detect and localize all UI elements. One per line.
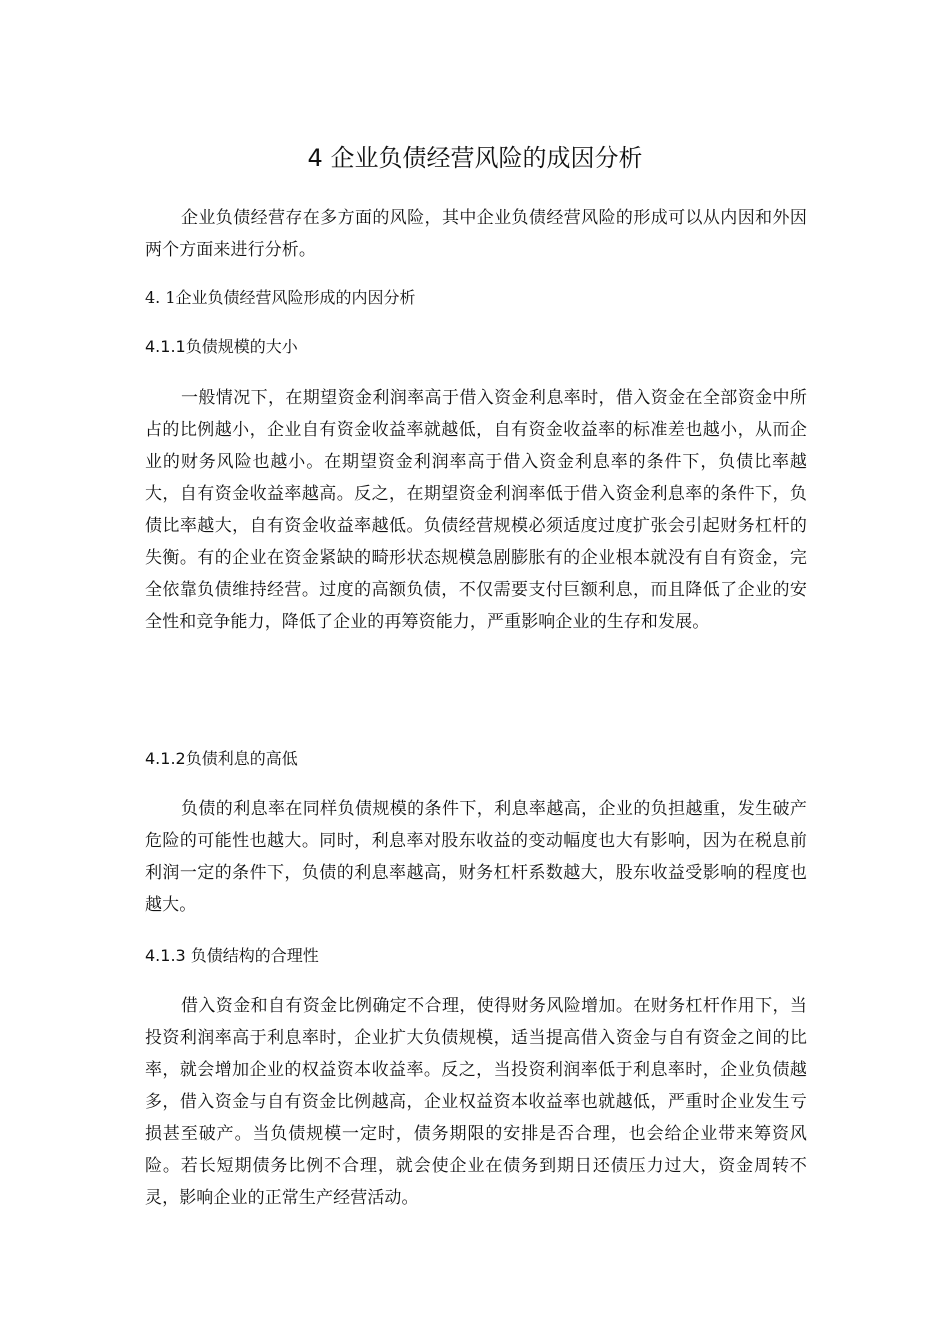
section-heading-4-1-3: 4.1.3 负债结构的合理性 (145, 946, 319, 965)
section-4-1-2-paragraph: 负债的利息率在同样负债规模的条件下，利息率越高，企业的负担越重，发生破产危险的可能性也越大。同时，利息率对股东收益的变动幅度也大有影响，因为在税息前利润一定的条件下，负债的利息率越高，财务杠杆系数越大，股东收益受影响的程度也越大。 (145, 799, 807, 915)
page-title: 4 企业负债经营风险的成因分析 (307, 144, 643, 172)
section-4-1-1-paragraph: 一般情况下，在期望资金利润率高于借入资金利息率时，借入资金在全部资金中所占的比例越小，企业自有资金收益率就越低，自有资金收益率的标准差也越小，从而企业的财务风险也越小。在期望资金利润率高于借入资金利息率的条件下，负债比率越大，自有资金收益率越高。反之，在期望资金利润率低于借入资金利息率的条件下，负债比率越大，自有资金收益率越低。负债经营规模必须适度过度扩张会引起财务杠杆的失衡。有的企业在资金紧缺的畸形状态规模急剧膨胀有的企业根本就没有自有资金，完全依靠负债维持经营。过度的高额负债，不仅需要支付巨额利息，而且降低了企业的安全性和竞争能力，降低了企业的再筹资能力，严重影响企业的生存和发展。 (145, 388, 807, 632)
section-4-1-3-paragraph: 借入资金和自有资金比例确定不合理，使得财务风险增加。在财务杠杆作用下，当投资利润率高于利息率时，企业扩大负债规模，适当提高借入资金与自有资金之间的比率，就会增加企业的权益资本收益率。反之，当投资利润率低于利息率时，企业负债越多，借入资金与自有资金比例越高，企业权益资本收益率也就越低，严重时企业发生亏损甚至破产。当负债规模一定时，债务期限的安排是否合理，也会给企业带来筹资风险。若长短期债务比例不合理，就会使企业在债务到期日还债压力过大，资金周转不灵，影响企业的正常生产经营活动。 (145, 996, 807, 1208)
intro-paragraph: 企业负债经营存在多方面的风险，其中企业负债经营风险的形成可以从内因和外因两个方面来进行分析。 (145, 208, 807, 260)
section-heading-4-1-2: 4.1.2负债利息的高低 (145, 749, 298, 768)
section-heading-4-1-1: 4.1.1负债规模的大小 (145, 337, 298, 356)
section-heading-4-1: 4. 1企业负债经营风险形成的内因分析 (145, 288, 416, 307)
